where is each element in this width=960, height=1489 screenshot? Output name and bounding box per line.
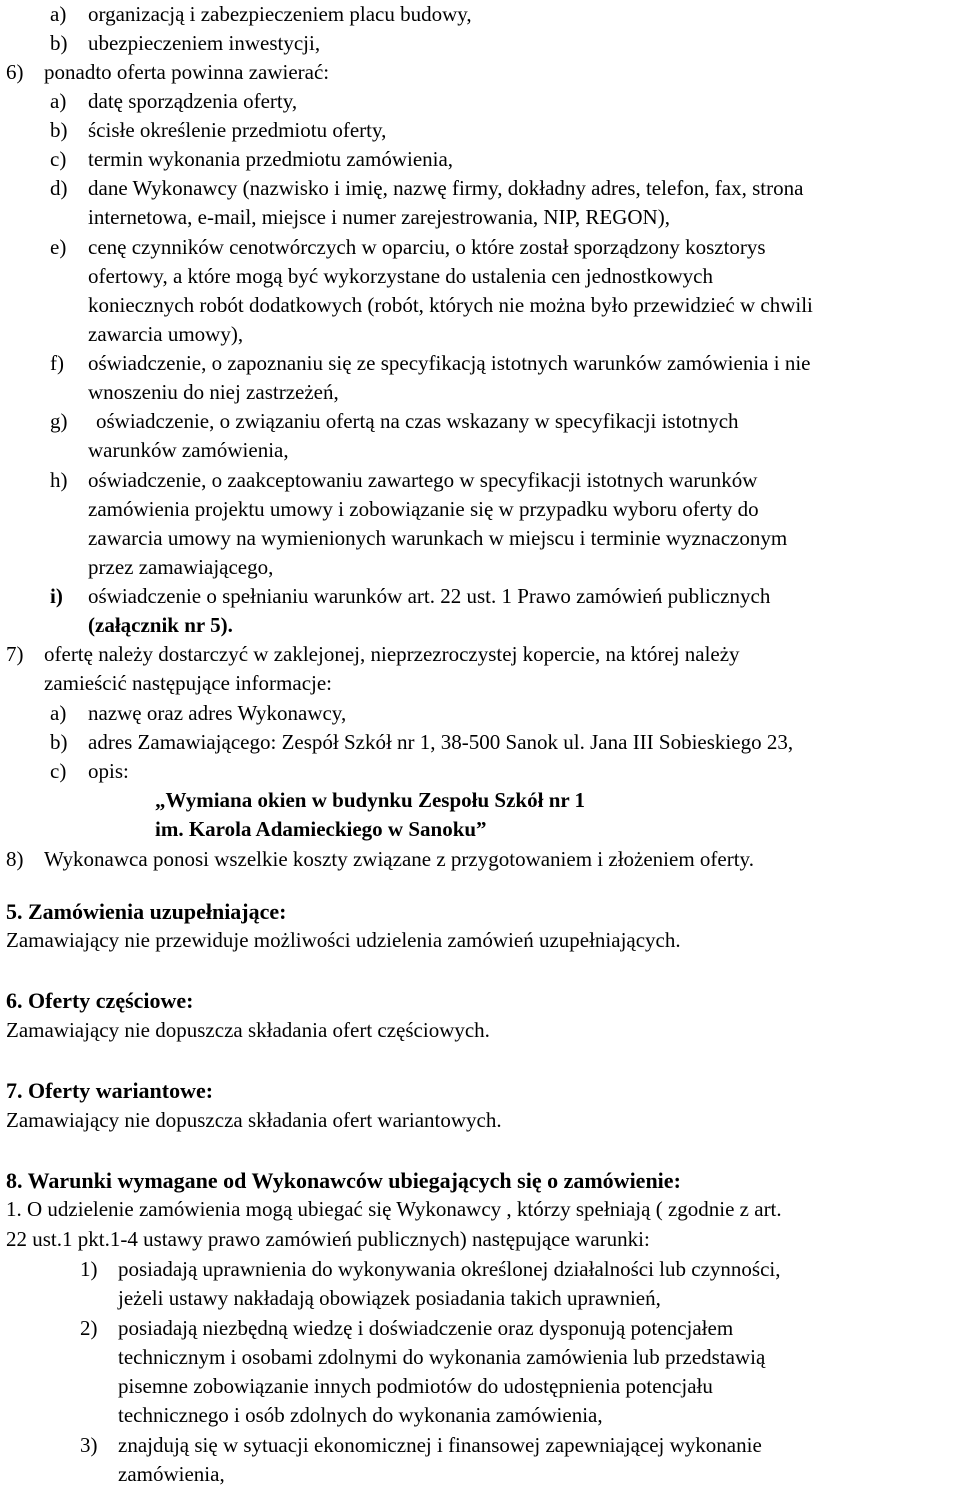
list-marker: a) bbox=[50, 89, 67, 113]
list-marker: c) bbox=[50, 759, 67, 783]
list-marker: d) bbox=[50, 176, 68, 200]
text-line: zawarcia umowy na wymienionych warunkach w miejscu i terminie wyznaczonym bbox=[88, 526, 788, 550]
list-marker: 2) bbox=[80, 1316, 98, 1340]
text-line: ubezpieczeniem inwestycji, bbox=[88, 31, 321, 55]
text-line: termin wykonania przedmiotu zamówienia, bbox=[88, 147, 454, 171]
list-marker: b) bbox=[50, 31, 68, 55]
list-marker: h) bbox=[50, 468, 68, 492]
list-marker: b) bbox=[50, 730, 68, 754]
text-line: oświadczenie, o zapoznaniu się ze specyfikacją istotnych warunków zamówienia i nie bbox=[88, 351, 811, 375]
list-marker: f) bbox=[50, 351, 64, 375]
list-marker: 1) bbox=[80, 1257, 98, 1281]
section-heading: 5. Zamówienia uzupełniające: bbox=[6, 899, 287, 924]
text-line: organizacją i zabezpieczeniem placu budowy, bbox=[88, 2, 472, 26]
text-line: zamieścić następujące informacje: bbox=[44, 671, 333, 695]
list-marker: 7) bbox=[6, 642, 24, 666]
text-line: ofertę należy dostarczyć w zaklejonej, nieprzezroczystej kopercie, na której należy bbox=[44, 642, 740, 666]
text-line: warunków zamówienia, bbox=[88, 438, 289, 462]
text-line: datę sporządzenia oferty, bbox=[88, 89, 298, 113]
text-line: posiadają uprawnienia do wykonywania określonej działalności lub czynności, bbox=[118, 1257, 781, 1281]
text-line: ponadto oferta powinna zawierać: bbox=[44, 60, 330, 84]
text-line: jeżeli ustawy nakładają obowiązek posiadania takich uprawnień, bbox=[118, 1286, 661, 1310]
text-line: pisemne zobowiązanie innych podmiotów do udostępnienia potencjału bbox=[118, 1374, 713, 1398]
text-line: technicznym i osobami zdolnymi do wykonania zamówienia lub przedstawią bbox=[118, 1345, 766, 1369]
text-line: zamówienia, bbox=[118, 1462, 225, 1486]
list-marker: 3) bbox=[80, 1433, 98, 1457]
text-line: wnoszeniu do niej zastrzeżeń, bbox=[88, 380, 339, 404]
text-line: zamówienia projektu umowy i zobowiązanie się w przypadku wyboru oferty do bbox=[88, 497, 759, 521]
text-line: adres Zamawiającego: Zespół Szkół nr 1, 38-500 Sanok ul. Jana III Sobieskiego 23, bbox=[88, 730, 794, 754]
section-heading: 6. Oferty częściowe: bbox=[6, 988, 194, 1013]
text-line: oświadczenie, o zaakceptowaniu zawartego w specyfikacji istotnych warunków bbox=[88, 468, 758, 492]
text-line: 22 ust.1 pkt.1-4 ustawy prawo zamówień publicznych) następujące warunki: bbox=[6, 1227, 650, 1251]
list-marker: 6) bbox=[6, 60, 24, 84]
text-line: (załącznik nr 5). bbox=[88, 613, 233, 637]
text-line: ofertowy, a które mogą być wykorzystane do ustalenia cen jednostkowych bbox=[88, 264, 713, 288]
list-marker: e) bbox=[50, 235, 67, 259]
text-line: ścisłe określenie przedmiotu oferty, bbox=[88, 118, 387, 142]
list-marker: i) bbox=[50, 584, 63, 608]
text-line: internetowa, e-mail, miejsce i numer zarejestrowania, NIP, REGON), bbox=[88, 205, 670, 229]
text-line: zawarcia umowy), bbox=[88, 322, 244, 346]
text-line: przez zamawiającego, bbox=[88, 555, 274, 579]
list-marker: c) bbox=[50, 147, 67, 171]
text-line: znajdują się w sytuacji ekonomicznej i finansowej zapewniającej wykonanie bbox=[118, 1433, 762, 1457]
text-line: oświadczenie, o związaniu ofertą na czas wskazany w specyfikacji istotnych bbox=[96, 409, 739, 433]
text-line: opis: bbox=[88, 759, 129, 783]
text-line: 1. O udzielenie zamówienia mogą ubiegać się Wykonawcy , którzy spełniają ( zgodnie z art. bbox=[6, 1197, 782, 1221]
section-heading: 7. Oferty wariantowe: bbox=[6, 1078, 214, 1103]
text-line: nazwę oraz adres Wykonawcy, bbox=[88, 701, 347, 725]
text-line: koniecznych robót dodatkowych (robót, których nie można było przewidzieć w chwili bbox=[88, 293, 813, 317]
text-line: Zamawiający nie przewiduje możliwości udzielenia zamówień uzupełniających. bbox=[6, 928, 681, 952]
text-line: „Wymiana okien w budynku Zespołu Szkół nr 1 bbox=[155, 788, 586, 812]
text-line: Zamawiający nie dopuszcza składania ofert częściowych. bbox=[6, 1018, 490, 1042]
list-marker: a) bbox=[50, 2, 67, 26]
list-marker: 8) bbox=[6, 847, 24, 871]
text-line: Wykonawca ponosi wszelkie koszty związane z przygotowaniem i złożeniem oferty. bbox=[44, 847, 754, 871]
text-line: posiadają niezbędną wiedzę i doświadczenie oraz dysponują potencjałem bbox=[118, 1316, 734, 1340]
list-marker: a) bbox=[50, 701, 67, 725]
text-line: oświadczenie o spełnianiu warunków art. 22 ust. 1 Prawo zamówień publicznych bbox=[88, 584, 771, 608]
list-marker: b) bbox=[50, 118, 68, 142]
section-heading: 8. Warunki wymagane od Wykonawców ubiegających się o zamówienie: bbox=[6, 1168, 681, 1193]
text-line: technicznego i osób zdolnych do wykonania zamówienia, bbox=[118, 1403, 603, 1427]
text-line: dane Wykonawcy (nazwisko i imię, nazwę firmy, dokładny adres, telefon, fax, strona bbox=[88, 176, 804, 200]
text-line: im. Karola Adamieckiego w Sanoku” bbox=[155, 817, 487, 841]
text-line: cenę czynników cenotwórczych w oparciu, o które został sporządzony kosztorys bbox=[88, 235, 766, 259]
text-line: Zamawiający nie dopuszcza składania ofert wariantowych. bbox=[6, 1108, 502, 1132]
list-marker: g) bbox=[50, 409, 68, 433]
